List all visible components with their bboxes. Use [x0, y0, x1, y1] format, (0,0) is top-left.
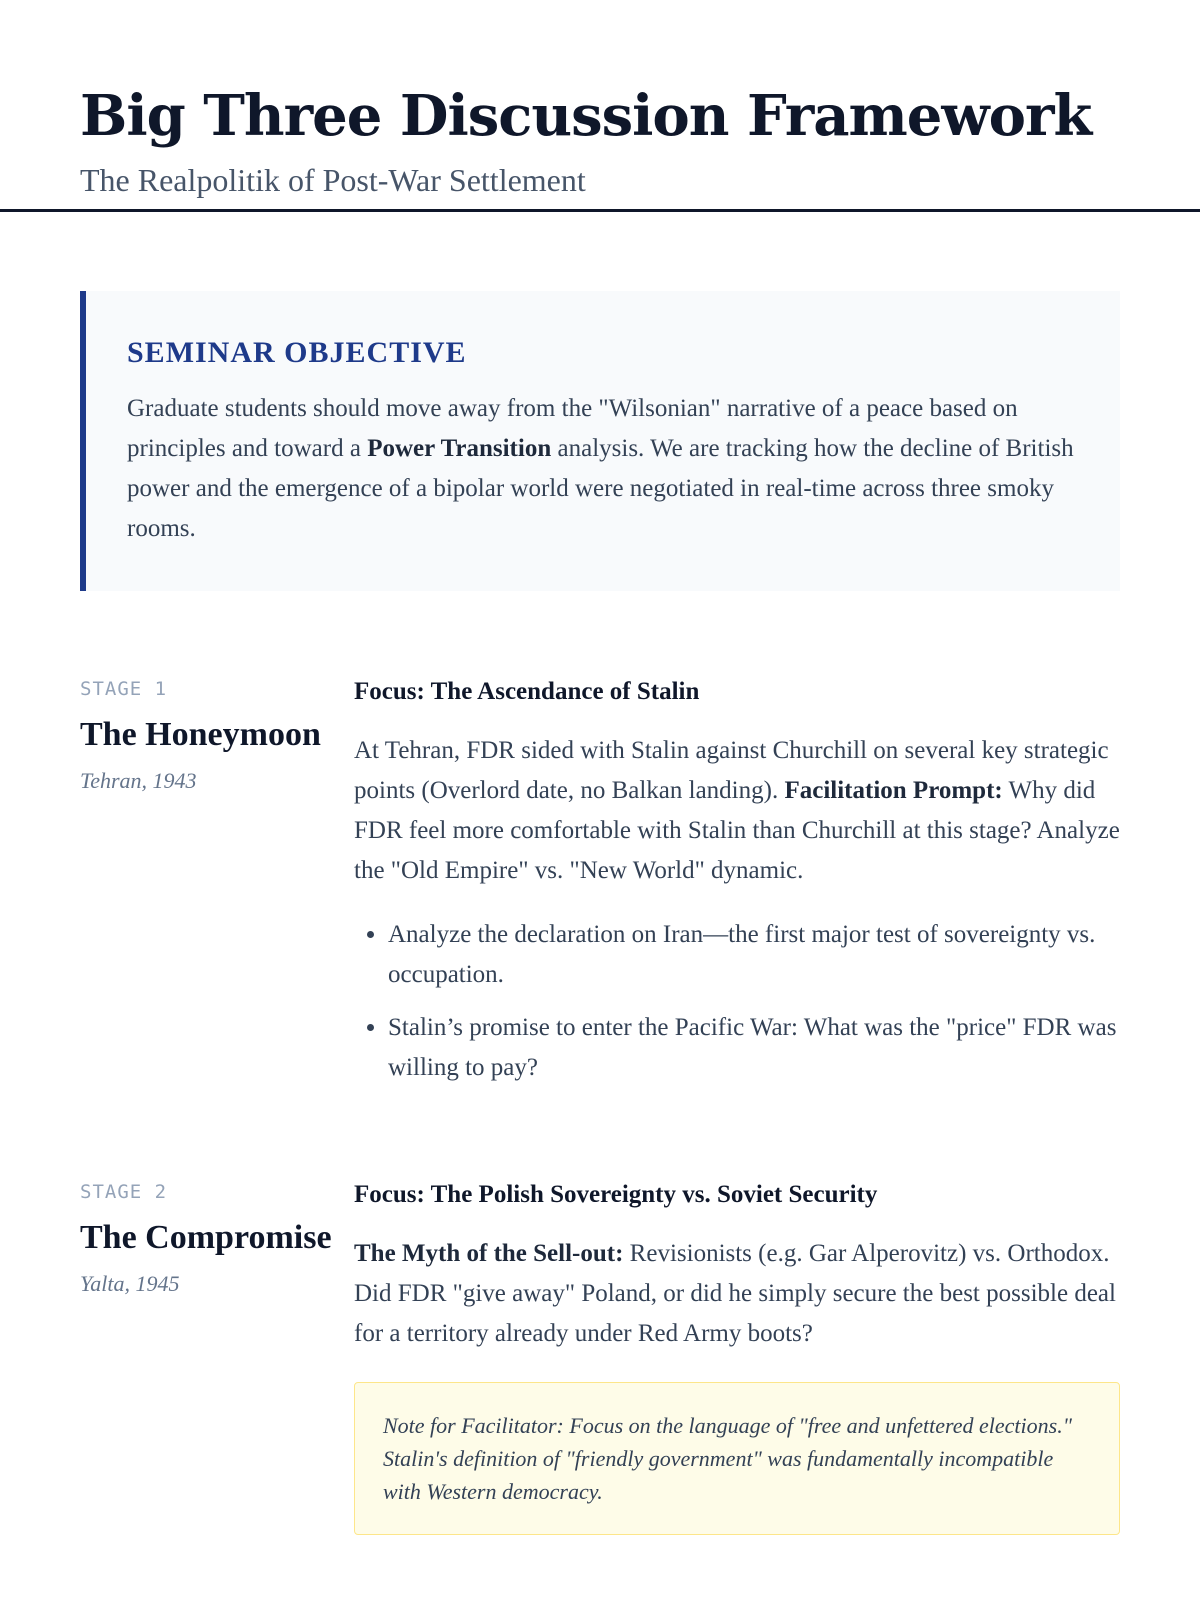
stage-1-para-part-2: Why did FDR feel more comfortable with Stalin than Churchill at this stage? Analyze the "Old Empire" vs. "New World" dynamic. — [354, 777, 1120, 884]
stage-1-para-bold: Facilitation Prompt: — [784, 777, 1003, 804]
list-item: • Analyze the declaration on Iran—the first major test of sovereignty vs. occupation. — [388, 915, 1120, 995]
stage-2-focus: Focus: The Polish Sovereignty vs. Soviet Security — [354, 1181, 878, 1208]
list-item: • Stalin’s promise to enter the Pacific War: What was the "price" FDR was willing to pay? — [388, 1008, 1120, 1088]
page-header — [0, 0, 1200, 209]
objective-text — [127, 389, 1080, 549]
page-title: Big Three Discussion Framework — [80, 83, 1092, 149]
stage-1-meta — [80, 663, 354, 1101]
stage-1-place: Tehran, 1943 — [80, 768, 197, 793]
header-divider — [0, 209, 1200, 212]
stage-1-name: The Honeymoon — [80, 716, 321, 753]
stage-1-focus: Focus: The Ascendance of Stalin — [354, 678, 700, 705]
stage-1-bullet-list — [354, 915, 1120, 1088]
stage-1-label: STAGE 1 — [80, 678, 168, 700]
stage-1-section — [0, 663, 1200, 1101]
stage-2-section — [0, 1166, 1200, 1535]
seminar-objective-box — [80, 291, 1120, 591]
objective-text-bold: Power Transition — [367, 435, 552, 462]
objective-text-part-2: analysis. We are tracking how the decline of British power and the emergence of a bipolar world were negotiated in real-time across three smoky rooms. — [127, 435, 1074, 542]
stage-2-place: Yalta, 1945 — [80, 1271, 180, 1296]
objective-heading: SEMINAR OBJECTIVE — [127, 336, 467, 369]
stage-2-label: STAGE 2 — [80, 1181, 168, 1203]
stage-2-name: The Compromise — [80, 1219, 332, 1256]
stage-1-paragraph — [354, 731, 1120, 891]
stage-1-para-part-1: At Tehran, FDR sided with Stalin against Churchill on several key strategic points (Overlord date, no Balkan landing). — [354, 737, 1109, 804]
stage-2-para-bold: The Myth of the Sell-out: — [354, 1240, 624, 1267]
stage-2-paragraph — [354, 1234, 1120, 1354]
page-subtitle: The Realpolitik of Post-War Settlement — [80, 162, 586, 198]
facilitator-note: Note for Facilitator: Focus on the language of "free and unfettered elections." Stalin's definition of "friendly government" was fundamentally incompatible with Western democracy. — [354, 1382, 1120, 1535]
objective-text-part-1: Graduate students should move away from the "Wilsonian" narrative of a peace based on principles and toward a — [127, 395, 1018, 462]
stage-1-content — [354, 663, 1120, 1101]
stage-2-content — [354, 1166, 1120, 1535]
stage-2-meta — [80, 1166, 354, 1535]
stage-2-para-part-2: Revisionists (e.g. Gar Alperovitz) vs. Orthodox. Did FDR "give away" Poland, or did he simply secure the best possible deal for a territory already under Red Army boots? — [354, 1240, 1116, 1347]
